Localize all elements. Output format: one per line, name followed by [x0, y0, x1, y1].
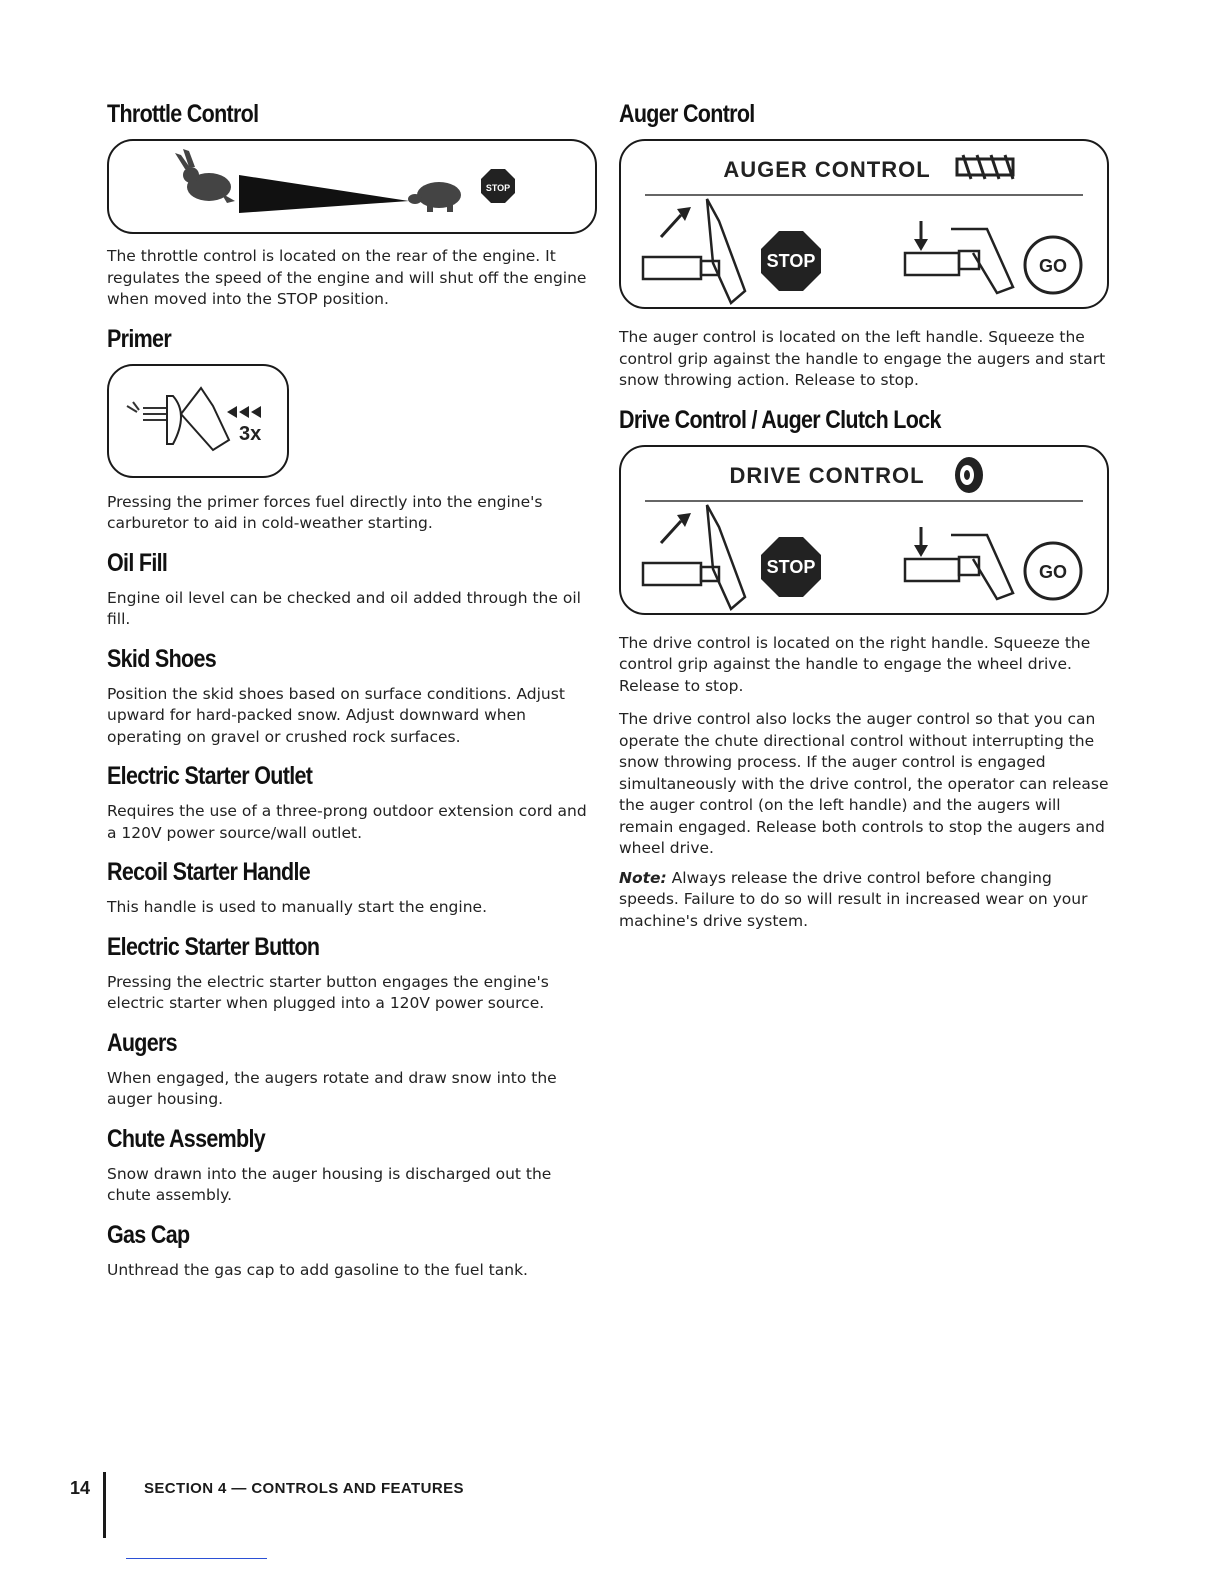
recoil-body: This handle is used to manually start the engine.: [107, 898, 487, 916]
electric-button-body: Pressing the electric starter button engages the engine's electric starter when plugged into a 120V power source.: [107, 972, 549, 1012]
footer-link-underline: [126, 1558, 267, 1559]
drive-control-decal-graphic: [621, 447, 1107, 613]
gas-cap-section: [107, 1221, 597, 1282]
go-circle-icon: [1025, 237, 1081, 293]
drive-control-note: [619, 868, 1114, 933]
chute-section: [107, 1125, 597, 1207]
release-arrow-icon: [914, 239, 928, 251]
throttle-body: The throttle control is located on the rear of the engine. It regulates the speed of the engine and will shut off the engine when moved into the STOP position.: [107, 247, 587, 308]
augers-body: When engaged, the augers rotate and draw snow into the auger housing.: [107, 1068, 557, 1108]
electric-outlet-heading: Electric Starter Outlet: [107, 762, 313, 790]
drive-control-heading: Drive Control / Auger Clutch Lock: [619, 405, 941, 434]
augers-heading: Augers: [107, 1028, 177, 1057]
footer-divider: [103, 1472, 106, 1538]
primer-heading: Primer: [107, 324, 172, 353]
electric-button-heading: Electric Starter Button: [107, 932, 320, 961]
throttle-stop-label: STOP: [485, 183, 511, 193]
throttle-decal-graphic: [109, 141, 595, 232]
handle-release-icon: [905, 221, 1013, 293]
handle-squeeze-icon: [643, 505, 745, 609]
auger-icon: [957, 155, 1013, 179]
drive-control-body-1: The drive control is located on the right handle. Squeeze the control grip against the handle to engage the wheel drive. Release to stop.: [619, 633, 1091, 695]
page-number: 14: [70, 1478, 91, 1498]
rabbit-icon: [175, 149, 235, 203]
auger-control-heading: Auger Control: [619, 100, 755, 128]
speed-wedge: [239, 175, 409, 213]
handle-squeeze-icon: [643, 199, 745, 303]
throttle-decal: [107, 139, 597, 234]
go-circle-icon: [1025, 543, 1081, 599]
primer-section: [107, 325, 597, 535]
skid-shoes-heading: Skid Shoes: [107, 644, 217, 673]
auger-control-body: The auger control is located on the left handle. Squeeze the control grip against the handle to engage the augers and start snow throwing action. Release to stop.: [619, 328, 1106, 389]
chute-heading: Chute Assembly: [107, 1124, 266, 1153]
oil-fill-section: [107, 549, 597, 631]
electric-outlet-section: [107, 762, 597, 844]
primer-decal-graphic: [109, 366, 287, 476]
drive-control-section: [619, 406, 1114, 933]
primer-decal: [107, 364, 289, 478]
auger-control-section: [619, 100, 1114, 392]
auger-stop-label: STOP: [766, 251, 816, 271]
wheel-icon: [955, 457, 983, 493]
drive-control-body-2: The drive control also locks the auger control so that you can operate the chute directional control without interrupting the snow throwing process. If the auger control is engaged simultaneously with the drive control, the operator can release the auger control (on the left handle) and the augers will remain engaged. Release both controls to stop the augers and wheel drive.: [619, 710, 1109, 857]
throttle-section: [107, 100, 597, 311]
auger-control-decal: [619, 139, 1109, 309]
drive-go-label: GO: [1038, 561, 1068, 582]
drive-decal-title: DRIVE CONTROL: [729, 462, 925, 488]
left-column: [107, 100, 597, 1295]
fuel-spray-icon: [127, 402, 167, 420]
gas-cap-body: Unthread the gas cap to add gasoline to the fuel tank.: [107, 1260, 528, 1279]
primer-body: Pressing the primer forces fuel directly into the engine's carburetor to aid in cold-weather starting.: [107, 492, 543, 532]
stop-sign-icon: [761, 231, 821, 291]
auger-go-label: GO: [1038, 256, 1068, 276]
stop-sign-icon: [481, 169, 515, 203]
auger-decal-title: AUGER CONTROL: [723, 157, 931, 182]
footer-section-title: SECTION 4 — CONTROLS AND FEATURES: [144, 1480, 464, 1497]
drive-stop-label: STOP: [766, 556, 816, 577]
note-text: Always release the drive control before changing speeds. Failure to do so will result in increased wear on your machine's drive system.: [619, 868, 1088, 930]
right-column: [619, 100, 1114, 946]
primer-count-label: 3x: [239, 422, 262, 445]
electric-button-section: [107, 933, 597, 1015]
auger-control-decal-graphic: [621, 141, 1107, 307]
turtle-icon: [408, 182, 461, 212]
oil-fill-body: Engine oil level can be checked and oil added through the oil fill.: [107, 588, 581, 628]
handle-release-icon: [905, 527, 1013, 599]
recoil-heading: Recoil Starter Handle: [107, 858, 311, 886]
note-label: Note:: [619, 868, 667, 887]
drive-control-decal: [619, 445, 1109, 615]
gas-cap-heading: Gas Cap: [107, 1220, 190, 1249]
skid-shoes-section: [107, 645, 597, 749]
skid-shoes-body: Position the skid shoes based on surface conditions. Adjust upward for hard-packed snow. Adjust downward when operating on gravel or crushed rock surfaces.: [107, 684, 565, 746]
electric-outlet-body: Requires the use of a three-prong outdoor extension cord and a 120V power source/wall outlet.: [107, 802, 587, 842]
recoil-section: [107, 858, 597, 919]
release-arrow-icon: [914, 545, 928, 557]
augers-section: [107, 1029, 597, 1111]
arrows-icon: [227, 406, 261, 418]
primer-bulb-icon: [167, 388, 229, 450]
throttle-heading: Throttle Control: [107, 100, 259, 128]
chute-body: Snow drawn into the auger housing is discharged out the chute assembly.: [107, 1164, 552, 1204]
stop-sign-icon: [761, 537, 821, 597]
oil-fill-heading: Oil Fill: [107, 548, 168, 577]
